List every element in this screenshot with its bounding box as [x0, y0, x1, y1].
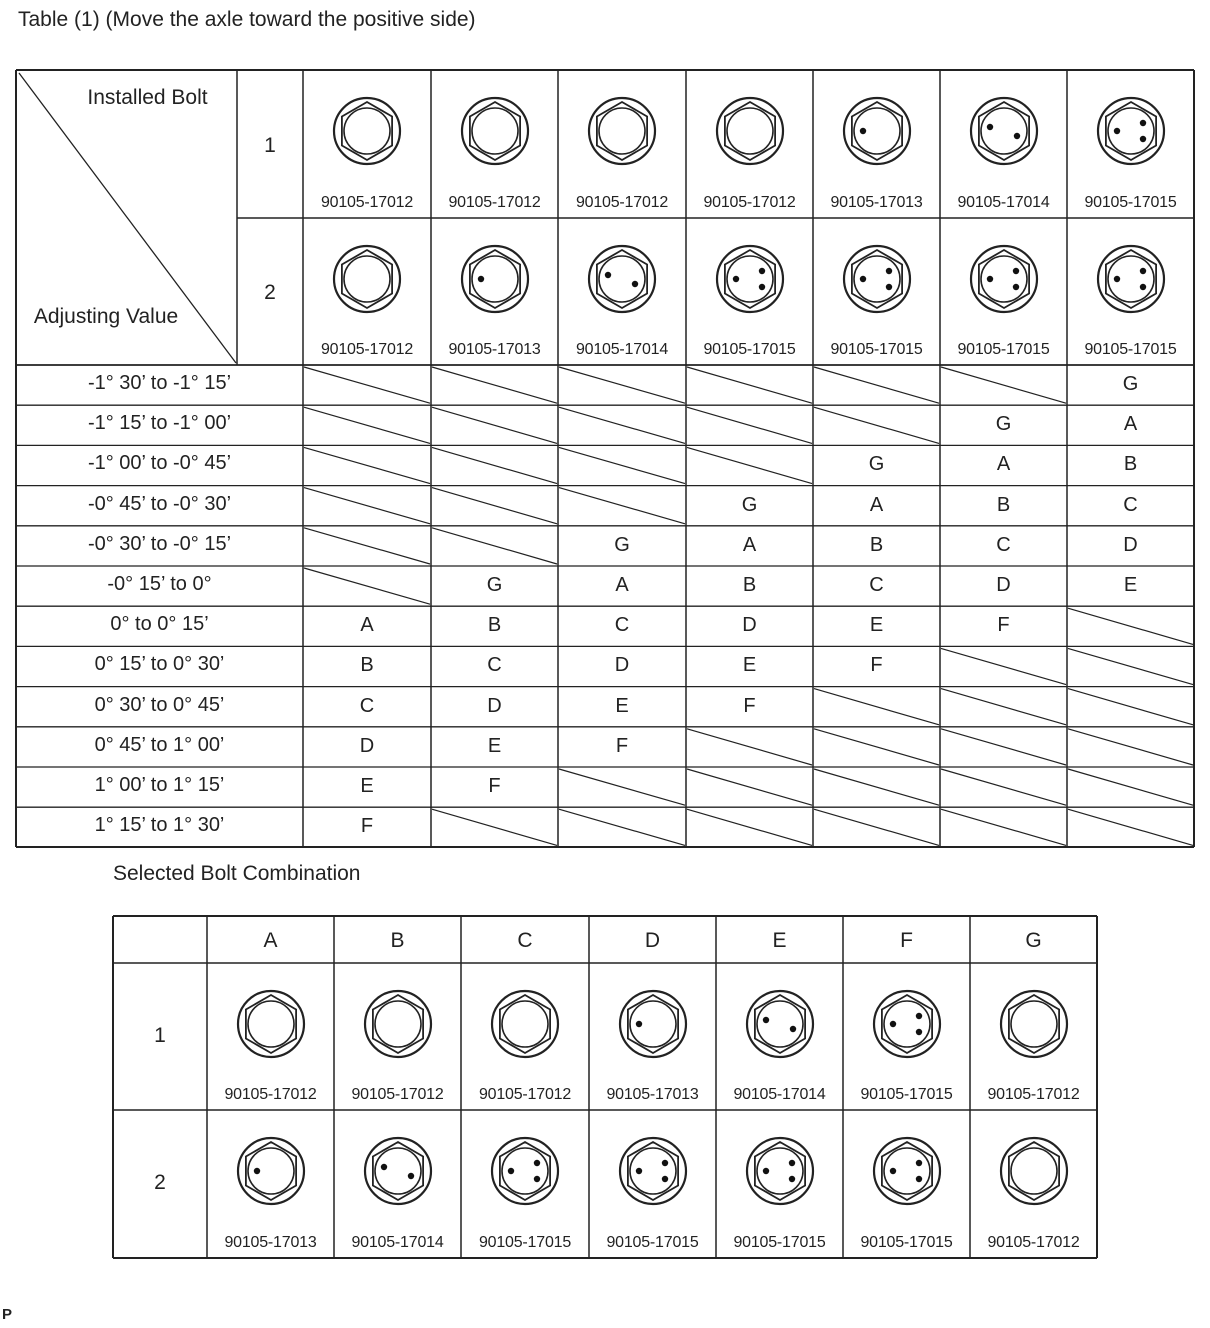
bolt-head-icon: [999, 1136, 1069, 1206]
combination-code: G: [486, 574, 503, 596]
part-number: 90105-17013: [830, 194, 923, 211]
combination-code: B: [996, 493, 1011, 516]
bolt-head-icon: [587, 244, 657, 314]
part-number: 90105-17015: [1084, 341, 1177, 358]
part-number: 90105-17013: [606, 1086, 699, 1103]
combination-code: G: [614, 533, 630, 556]
part-number: 90105-17015: [860, 1086, 953, 1103]
combination-code: C: [1123, 493, 1138, 516]
bolt-head-icon: [618, 1136, 688, 1206]
bolt-head-icon: [460, 244, 530, 314]
part-number: 90105-17015: [957, 341, 1050, 358]
combination-code: D: [614, 654, 630, 677]
part-number: 90105-17014: [733, 1086, 826, 1103]
adjusting-value-label: -1° 15’ to -1° 00’: [87, 412, 232, 435]
combination-code: A: [615, 574, 629, 596]
part-number: 90105-17014: [575, 341, 669, 358]
adjusting-value-label: 0° 30’ to 0° 45’: [94, 693, 225, 716]
combination-code: D: [996, 574, 1011, 596]
part-number: 90105-17012: [575, 194, 669, 211]
combination-code: E: [615, 694, 629, 717]
bolt-head-icon: [745, 1136, 815, 1206]
bolt-head-icon: [332, 244, 402, 314]
combination-code: F: [997, 614, 1010, 637]
combination-code: A: [360, 614, 374, 637]
combination-code: C: [487, 654, 502, 677]
part-number: 90105-17014: [957, 194, 1050, 211]
part-number: 90105-17015: [830, 341, 923, 358]
combination-header-e: E: [772, 929, 787, 952]
bolt-head-icon: [715, 96, 785, 166]
bolt-head-icon: [1096, 96, 1166, 166]
bolt-head-icon: [1096, 244, 1166, 314]
bolt-head-icon: [969, 244, 1039, 314]
bolt-row-label-1: 1: [264, 134, 276, 157]
adjusting-value-label: 0° to 0° 15’: [110, 613, 209, 636]
part-number: 90105-17014: [351, 1234, 444, 1251]
combination-code: G: [1122, 373, 1139, 395]
part-number: 90105-17013: [224, 1234, 317, 1251]
combination-code: B: [1123, 453, 1138, 476]
bolt-head-icon: [490, 1136, 560, 1206]
combination-code: E: [1123, 574, 1138, 596]
combination-code: E: [360, 775, 374, 797]
combination-code: B: [742, 574, 757, 596]
footer-mark: P: [2, 1306, 13, 1323]
corner-label-adjusting-value: Adjusting Value: [33, 305, 179, 328]
bolt-head-icon: [715, 244, 785, 314]
bolt-head-icon: [363, 989, 433, 1059]
combination-code: C: [869, 574, 884, 596]
combination-header-f: F: [900, 929, 913, 952]
adjusting-value-label: -1° 00’ to -0° 45’: [87, 452, 232, 475]
part-number: 90105-17012: [478, 1086, 572, 1103]
part-number: 90105-17012: [987, 1234, 1080, 1251]
part-number: 90105-17013: [448, 341, 541, 358]
combination-code: D: [359, 734, 375, 757]
combination-code: F: [488, 775, 501, 797]
bolt-head-icon: [460, 96, 530, 166]
combination-code: E: [487, 734, 502, 757]
part-number: 90105-17015: [703, 341, 796, 358]
bolt-head-icon: [842, 244, 912, 314]
adjusting-value-label: -0° 15’ to 0°: [107, 573, 212, 595]
combination-code: G: [741, 493, 758, 516]
part-number: 90105-17012: [703, 194, 796, 211]
bolt-head-icon: [490, 989, 560, 1059]
combination-header-b: B: [390, 929, 405, 952]
combination-code: E: [869, 614, 884, 637]
combination-row-label-2: 2: [154, 1171, 166, 1194]
part-number: 90105-17012: [987, 1086, 1080, 1103]
part-number: 90105-17015: [860, 1234, 953, 1251]
combination-code: A: [996, 453, 1011, 476]
adjusting-value-label: 1° 15’ to 1° 30’: [94, 814, 225, 837]
part-number: 90105-17015: [478, 1234, 572, 1251]
combination-row-label-1: 1: [154, 1023, 166, 1047]
combination-title: Selected Bolt Combination: [113, 862, 361, 885]
combination-code: A: [1123, 413, 1138, 436]
combination-code: D: [742, 614, 757, 637]
part-number: 90105-17015: [733, 1234, 826, 1251]
corner-label-installed-bolt: Installed Bolt: [87, 86, 208, 109]
table-title: Table (1) (Move the axle toward the positive side): [18, 8, 476, 31]
combination-code: D: [1123, 533, 1138, 556]
bolt-head-icon: [872, 1136, 942, 1206]
part-number: 90105-17012: [448, 194, 541, 211]
combination-header-c: C: [517, 929, 533, 952]
bolt-head-icon: [969, 96, 1039, 166]
bolt-head-icon: [363, 1136, 433, 1206]
bolt-head-icon: [236, 989, 306, 1059]
adjusting-value-label: 0° 45’ to 1° 00’: [94, 733, 225, 756]
combination-header-d: D: [644, 929, 661, 952]
combination-code: C: [614, 614, 630, 637]
part-number: 90105-17015: [606, 1234, 699, 1251]
bolt-head-icon: [872, 989, 942, 1059]
part-number: 90105-17015: [1084, 194, 1177, 211]
bolt-head-icon: [745, 989, 815, 1059]
adjusting-value-label: -1° 30’ to -1° 15’: [87, 372, 232, 394]
combination-code: F: [360, 815, 374, 838]
adjusting-value-label: 0° 15’ to 0° 30’: [94, 653, 225, 676]
bolt-head-icon: [842, 96, 912, 166]
combination-header-a: A: [263, 929, 278, 952]
adjusting-value-label: -0° 30’ to -0° 15’: [87, 532, 232, 555]
combination-code: A: [869, 493, 884, 516]
bolt-head-icon: [587, 96, 657, 166]
adjusting-value-label: 1° 00’ to 1° 15’: [94, 774, 225, 796]
combination-code: F: [615, 734, 629, 757]
combination-header-g: G: [1025, 929, 1042, 952]
combination-code: C: [996, 533, 1011, 556]
combination-code: A: [742, 533, 757, 556]
part-number: 90105-17012: [351, 1086, 444, 1103]
combination-code: F: [870, 654, 883, 677]
combination-code: E: [742, 654, 757, 677]
combination-code: B: [487, 614, 502, 637]
bolt-head-icon: [999, 989, 1069, 1059]
combination-code: B: [869, 533, 884, 556]
part-number: 90105-17012: [320, 341, 414, 358]
combination-code: G: [868, 453, 885, 476]
bolt-head-icon: [236, 1136, 306, 1206]
bolt-head-icon: [618, 989, 688, 1059]
combination-code: C: [359, 694, 375, 717]
combination-code: B: [360, 654, 374, 677]
part-number: 90105-17012: [320, 194, 414, 211]
combination-code: D: [487, 694, 502, 717]
adjusting-value-label: -0° 45’ to -0° 30’: [87, 492, 232, 515]
bolt-row-label-2: 2: [264, 281, 276, 304]
bolt-head-icon: [332, 96, 402, 166]
part-number: 90105-17012: [224, 1086, 317, 1103]
combination-code: F: [743, 694, 756, 717]
combination-code: G: [995, 413, 1012, 436]
